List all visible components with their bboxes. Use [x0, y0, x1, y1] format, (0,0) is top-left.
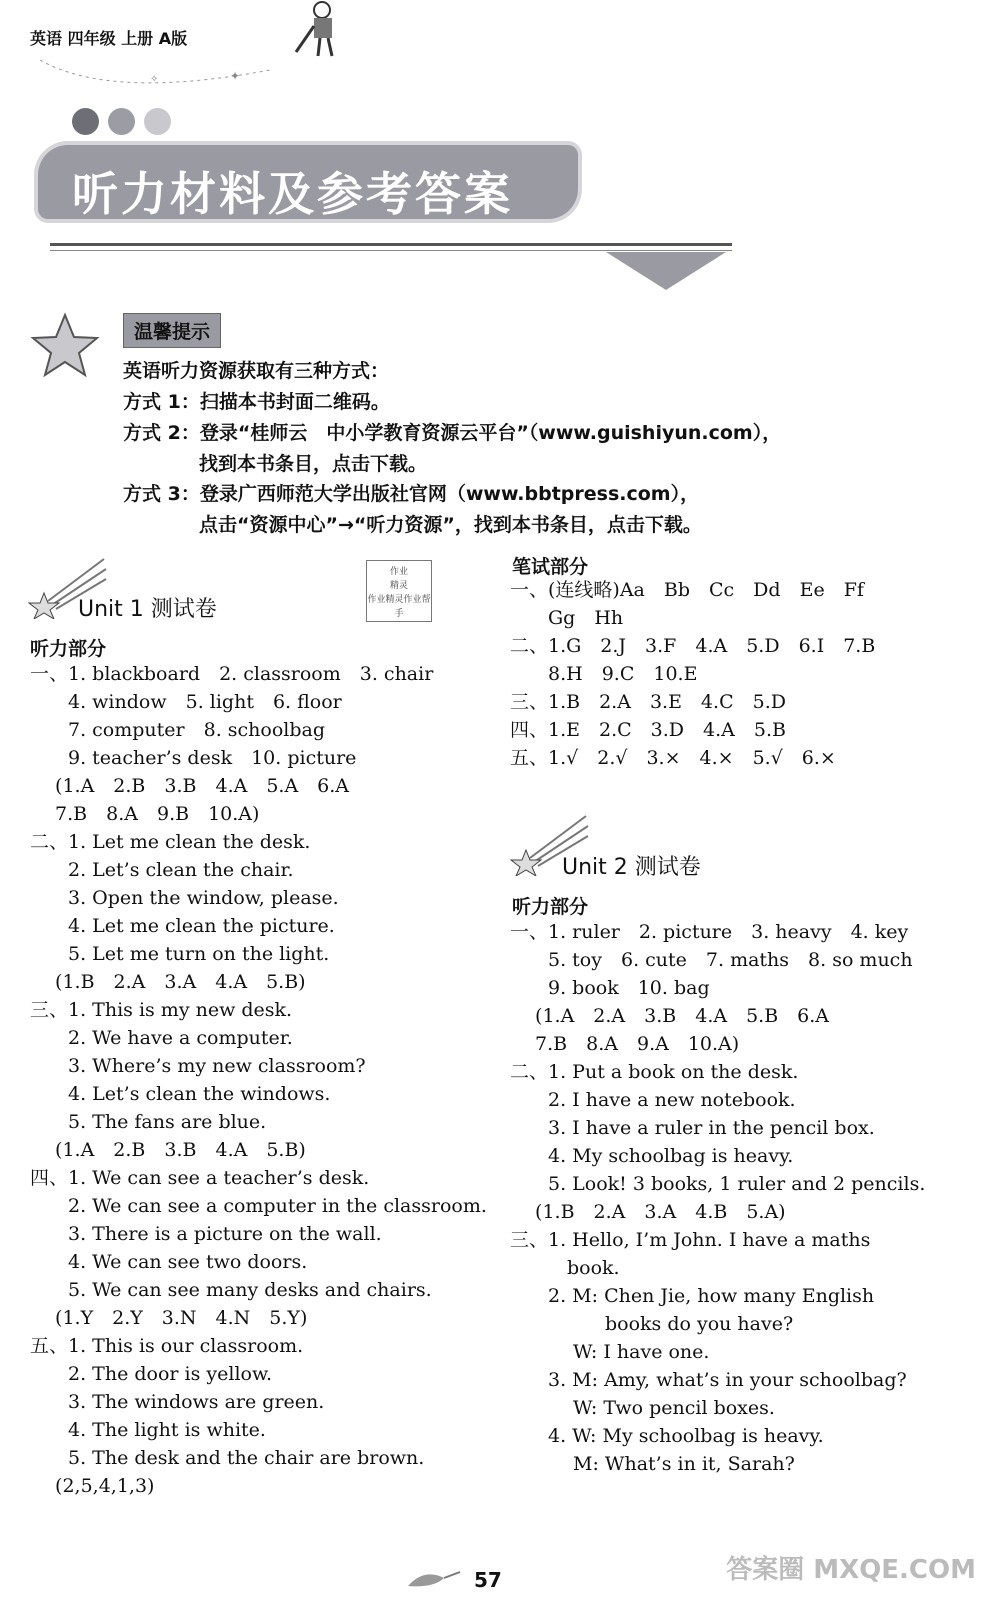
- answer-line: 2. We have a computer.: [30, 1027, 293, 1049]
- decor-dot-mid: [108, 108, 135, 135]
- unit1-written-label: 笔试部分: [512, 556, 589, 578]
- decor-dot-dark: [72, 108, 99, 135]
- answer-line: books do you have?: [510, 1313, 794, 1335]
- answer-line: 5. The desk and the chair are brown.: [30, 1447, 425, 1469]
- tip-line: 方式 3：登录广西师范大学出版社官网（www.bbtpress.com），: [123, 483, 700, 505]
- answer-line: 一、1. blackboard 2. classroom 3. chair: [30, 663, 434, 685]
- answer-line: 9. teacher’s desk 10. picture: [30, 747, 357, 769]
- answer-line: 2. We can see a computer in the classroom.: [30, 1195, 487, 1217]
- tips-label: 温馨提示: [123, 313, 221, 348]
- tip-line: 英语听力资源获取有三种方式：: [123, 360, 390, 382]
- svg-text:✦: ✦: [230, 69, 241, 83]
- answer-line: 4. W: My schoolbag is heavy.: [510, 1425, 824, 1447]
- answer-line: 4. Let’s clean the windows.: [30, 1083, 331, 1105]
- answer-line: 5. We can see many desks and chairs.: [30, 1279, 432, 1301]
- answer-line: 五、1.√ 2.√ 3.× 4.× 5.√ 6.×: [510, 747, 836, 769]
- tip-line: 方式 2：登录“桂师云 中小学教育资源云平台”（www.guishiyun.com），: [123, 422, 782, 444]
- answer-line: 5. The fans are blue.: [30, 1111, 267, 1133]
- answer-line: (1.A 2.A 3.B 4.A 5.B 6.A: [510, 1005, 830, 1027]
- star-icon: [30, 312, 100, 378]
- leaf-decoration-icon: [404, 1566, 464, 1592]
- answer-line: 三、1.B 2.A 3.E 4.C 5.D: [510, 691, 786, 713]
- unit2-title: Unit 2 测试卷: [562, 855, 701, 880]
- answer-line: 7. computer 8. schoolbag: [30, 719, 326, 741]
- answer-line: 5. toy 6. cute 7. maths 8. so much: [510, 949, 913, 971]
- answer-line: book.: [510, 1257, 620, 1279]
- divider: [50, 250, 732, 251]
- answer-line: 3. Open the window, please.: [30, 887, 339, 909]
- answer-line: 四、1. We can see a teacher’s desk.: [30, 1167, 370, 1189]
- sparkle-trail-decoration: [30, 40, 280, 90]
- answer-line: 2. The door is yellow.: [30, 1363, 273, 1385]
- page-number: 57: [474, 1568, 502, 1592]
- answer-line: 4. Let me clean the picture.: [30, 915, 335, 937]
- answer-line: 4. window 5. light 6. floor: [30, 691, 342, 713]
- answer-line: 2. Let’s clean the chair.: [30, 859, 294, 881]
- answer-line: M: What’s in it, Sarah?: [510, 1453, 795, 1475]
- answer-line: 3. The windows are green.: [30, 1391, 325, 1413]
- answer-line: 2. I have a new notebook.: [510, 1089, 796, 1111]
- answer-line: (1.B 2.A 3.A 4.B 5.A): [510, 1201, 786, 1223]
- unit2-answers: [510, 918, 925, 1478]
- answer-line: (1.Y 2.Y 3.N 4.N 5.Y): [30, 1307, 308, 1329]
- answer-line: 二、1. Put a book on the desk.: [510, 1061, 799, 1083]
- answer-line: (1.A 2.B 3.B 4.A 5.A 6.A: [30, 775, 350, 797]
- answer-line: 一、1. ruler 2. picture 3. heavy 4. key: [510, 921, 909, 943]
- answer-line: 2. M: Chen Jie, how many English: [510, 1285, 875, 1307]
- answer-line: 7.B 8.A 9.B 10.A): [30, 803, 260, 825]
- triangle-decoration: [606, 252, 726, 290]
- answer-line: 3. There is a picture on the wall.: [30, 1223, 382, 1245]
- answer-line: 3. I have a ruler in the pencil box.: [510, 1117, 875, 1139]
- svg-text:✧: ✧: [150, 74, 159, 85]
- decor-dot-light: [144, 108, 171, 135]
- watermark: 答案圈 MXQE.COM: [726, 1555, 976, 1585]
- answer-line: W: I have one.: [510, 1341, 710, 1363]
- answer-line: 4. We can see two doors.: [30, 1251, 308, 1273]
- answer-line: 3. M: Amy, what’s in your schoolbag?: [510, 1369, 907, 1391]
- boy-drawing-icon: [284, 0, 354, 60]
- answer-line: (2,5,4,1,3): [30, 1475, 155, 1497]
- answer-line: 7.B 8.A 9.A 10.A): [510, 1033, 740, 1055]
- unit1-written-answers: [510, 576, 875, 772]
- answer-line: 8.H 9.C 10.E: [510, 663, 698, 685]
- page-header: 英语 四年级 上册 A版: [30, 29, 188, 48]
- answer-line: Gg Hh: [510, 607, 624, 629]
- answer-line: 二、1.G 2.J 3.F 4.A 5.D 6.I 7.B: [510, 635, 876, 657]
- answer-line: 一、(连线略)Aa Bb Cc Dd Ee Ff: [510, 579, 864, 601]
- answer-line: W: Two pencil boxes.: [510, 1397, 775, 1419]
- answer-line: 9. book 10. bag: [510, 977, 710, 999]
- unit1-title: Unit 1 测试卷: [78, 597, 217, 622]
- page-title: 听力材料及参考答案: [72, 167, 513, 221]
- answer-line: (1.A 2.B 3.B 4.A 5.B): [30, 1139, 306, 1161]
- answer-line: 三、1. This is my new desk.: [30, 999, 293, 1021]
- answer-line: 4. My schoolbag is heavy.: [510, 1145, 794, 1167]
- tip-line: 方式 1：扫描本书封面二维码。: [123, 391, 390, 413]
- answer-line: 五、1. This is our classroom.: [30, 1335, 304, 1357]
- answer-line: 4. The light is white.: [30, 1419, 266, 1441]
- tip-line: 点击“资源中心”→“听力资源”，找到本书条目，点击下载。: [123, 514, 702, 536]
- answer-line: 二、1. Let me clean the desk.: [30, 831, 311, 853]
- answer-line: 5. Let me turn on the light.: [30, 943, 330, 965]
- unit1-answers: [30, 660, 487, 1500]
- answer-line: (1.B 2.A 3.A 4.A 5.B): [30, 971, 306, 993]
- unit2-listening-label: 听力部分: [512, 896, 589, 918]
- stamp: 作业 精灵 作业精灵作业帮手: [366, 560, 432, 622]
- tip-line: 找到本书条目，点击下载。: [123, 453, 428, 475]
- answer-line: 三、1. Hello, I’m John. I have a maths: [510, 1229, 871, 1251]
- unit1-listening-label: 听力部分: [30, 638, 107, 660]
- answer-line: 5. Look! 3 books, 1 ruler and 2 pencils.: [510, 1173, 926, 1195]
- divider: [50, 243, 732, 246]
- answer-line: 四、1.E 2.C 3.D 4.A 5.B: [510, 719, 786, 741]
- answer-line: 3. Where’s my new classroom?: [30, 1055, 366, 1077]
